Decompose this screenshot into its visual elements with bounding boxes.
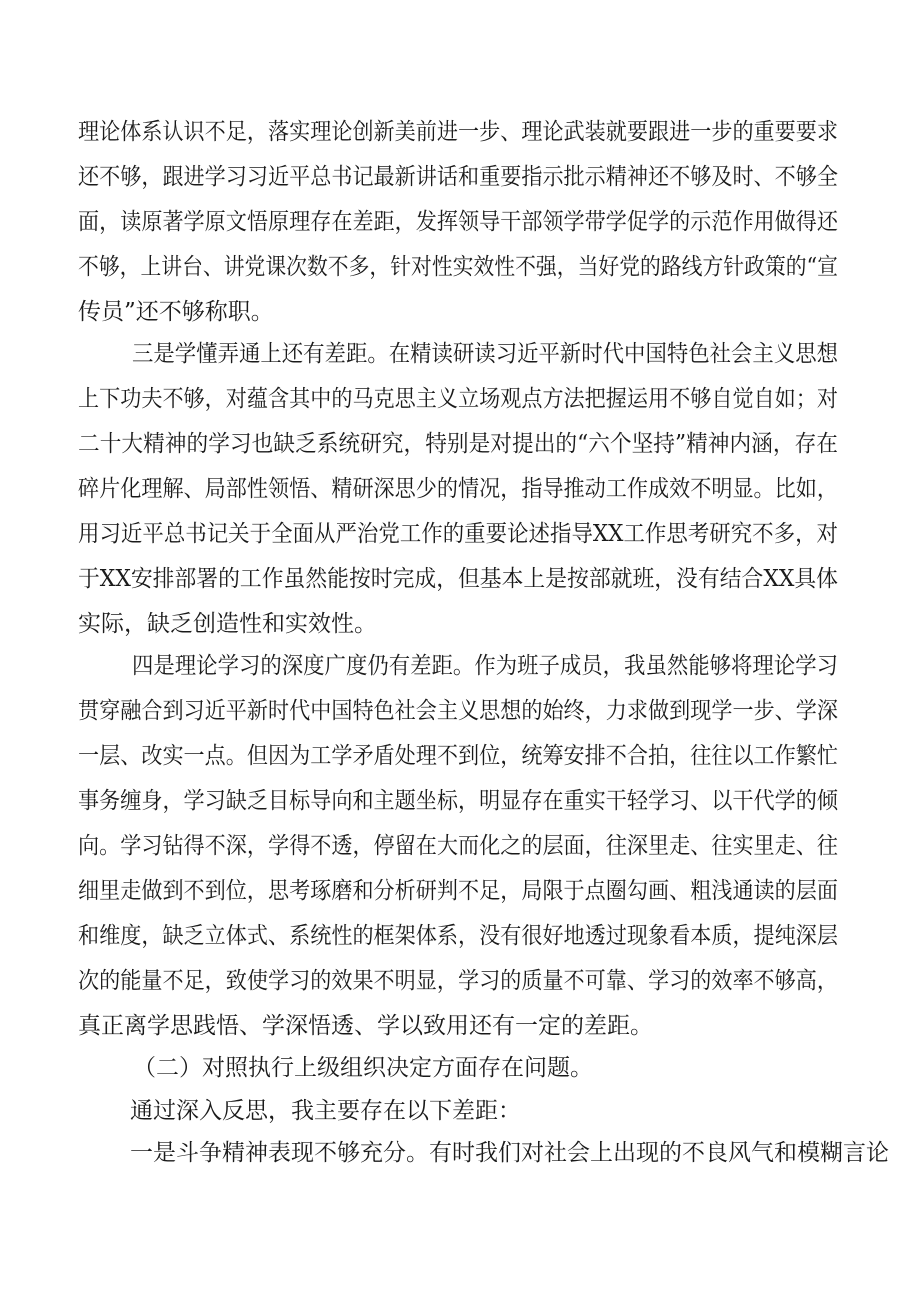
text-line: 碎片化理解、局部性领悟、精研深思少的情况，指导推动工作成效不明显。比如， bbox=[78, 476, 838, 502]
text-line: 面，读原著学原文悟原理存在差距，发挥领导干部领学带学促学的示范作用做得还 bbox=[78, 209, 838, 235]
text-line: 二十大精神的学习也缺乏系统研究，特别是对提出的“六个坚持”精神内涵，存在 bbox=[78, 431, 838, 457]
text-line: 通过深入反思，我主要存在以下差距： bbox=[130, 1098, 521, 1124]
text-line: 次的能量不足，致使学习的效果不明显，学习的质量不可靠、学习的效率不够高， bbox=[78, 968, 838, 994]
text-line: 真正离学思践悟、学深悟透、学以致用还有一定的差距。 bbox=[78, 1013, 653, 1039]
text-line: 于XX安排部署的工作虽然能按时完成，但基本上是按部就班，没有结合XX具体 bbox=[78, 566, 838, 592]
text-line: 传员”还不够称职。 bbox=[78, 299, 274, 325]
text-line: 四是理论学习的深度广度仍有差距。作为班子成员，我虽然能够将理论学习 bbox=[132, 653, 838, 679]
section-heading: （二）对照执行上级组织决定方面存在问题。 bbox=[133, 1055, 593, 1081]
text-line: 事务缠身，学习缺乏目标导向和主题坐标，明显存在重实干轻学习、以干代学的倾 bbox=[78, 788, 838, 814]
text-line: 向。学习钻得不深，学得不透，停留在大而化之的层面，往深里走、往实里走、往 bbox=[78, 833, 838, 859]
text-line: 细里走做到不到位，思考琢磨和分析研判不足，局限于点圈勾画、粗浅通读的层面 bbox=[78, 878, 838, 904]
text-line: 用习近平总书记关于全面从严治党工作的重要论述指导XX工作思考研究不多，对 bbox=[78, 521, 838, 547]
text-line: 实际，缺乏创造性和实效性。 bbox=[78, 611, 377, 637]
text-line: 三是学懂弄通上还有差距。在精读研读习近平新时代中国特色社会主义思想 bbox=[132, 341, 838, 367]
text-line: 贯穿融合到习近平新时代中国特色社会主义思想的始终，力求做到现学一步、学深 bbox=[78, 698, 838, 724]
text-line: 和维度，缺乏立体式、系统性的框架体系，没有很好地透过现象看本质，提纯深层 bbox=[78, 923, 838, 949]
text-line: 上下功夫不够，对蕴含其中的马克思主义立场观点方法把握运用不够自觉自如；对 bbox=[78, 386, 838, 412]
text-line: 一层、改实一点。但因为工学矛盾处理不到位，统筹安排不合拍，往往以工作繁忙 bbox=[78, 743, 838, 769]
text-line: 还不够，跟进学习习近平总书记最新讲话和重要指示批示精神还不够及时、不够全 bbox=[78, 164, 838, 190]
text-line: 不够，上讲台、讲党课次数不多，针对性实效性不强，当好党的路线方针政策的“宣 bbox=[78, 254, 838, 280]
text-line: 理论体系认识不足，落实理论创新美前进一步、理论武装就要跟进一步的重要要求 bbox=[78, 119, 838, 145]
text-line: 一是斗争精神表现不够充分。有时我们对社会上出现的不良风气和模糊言论 bbox=[130, 1140, 889, 1166]
